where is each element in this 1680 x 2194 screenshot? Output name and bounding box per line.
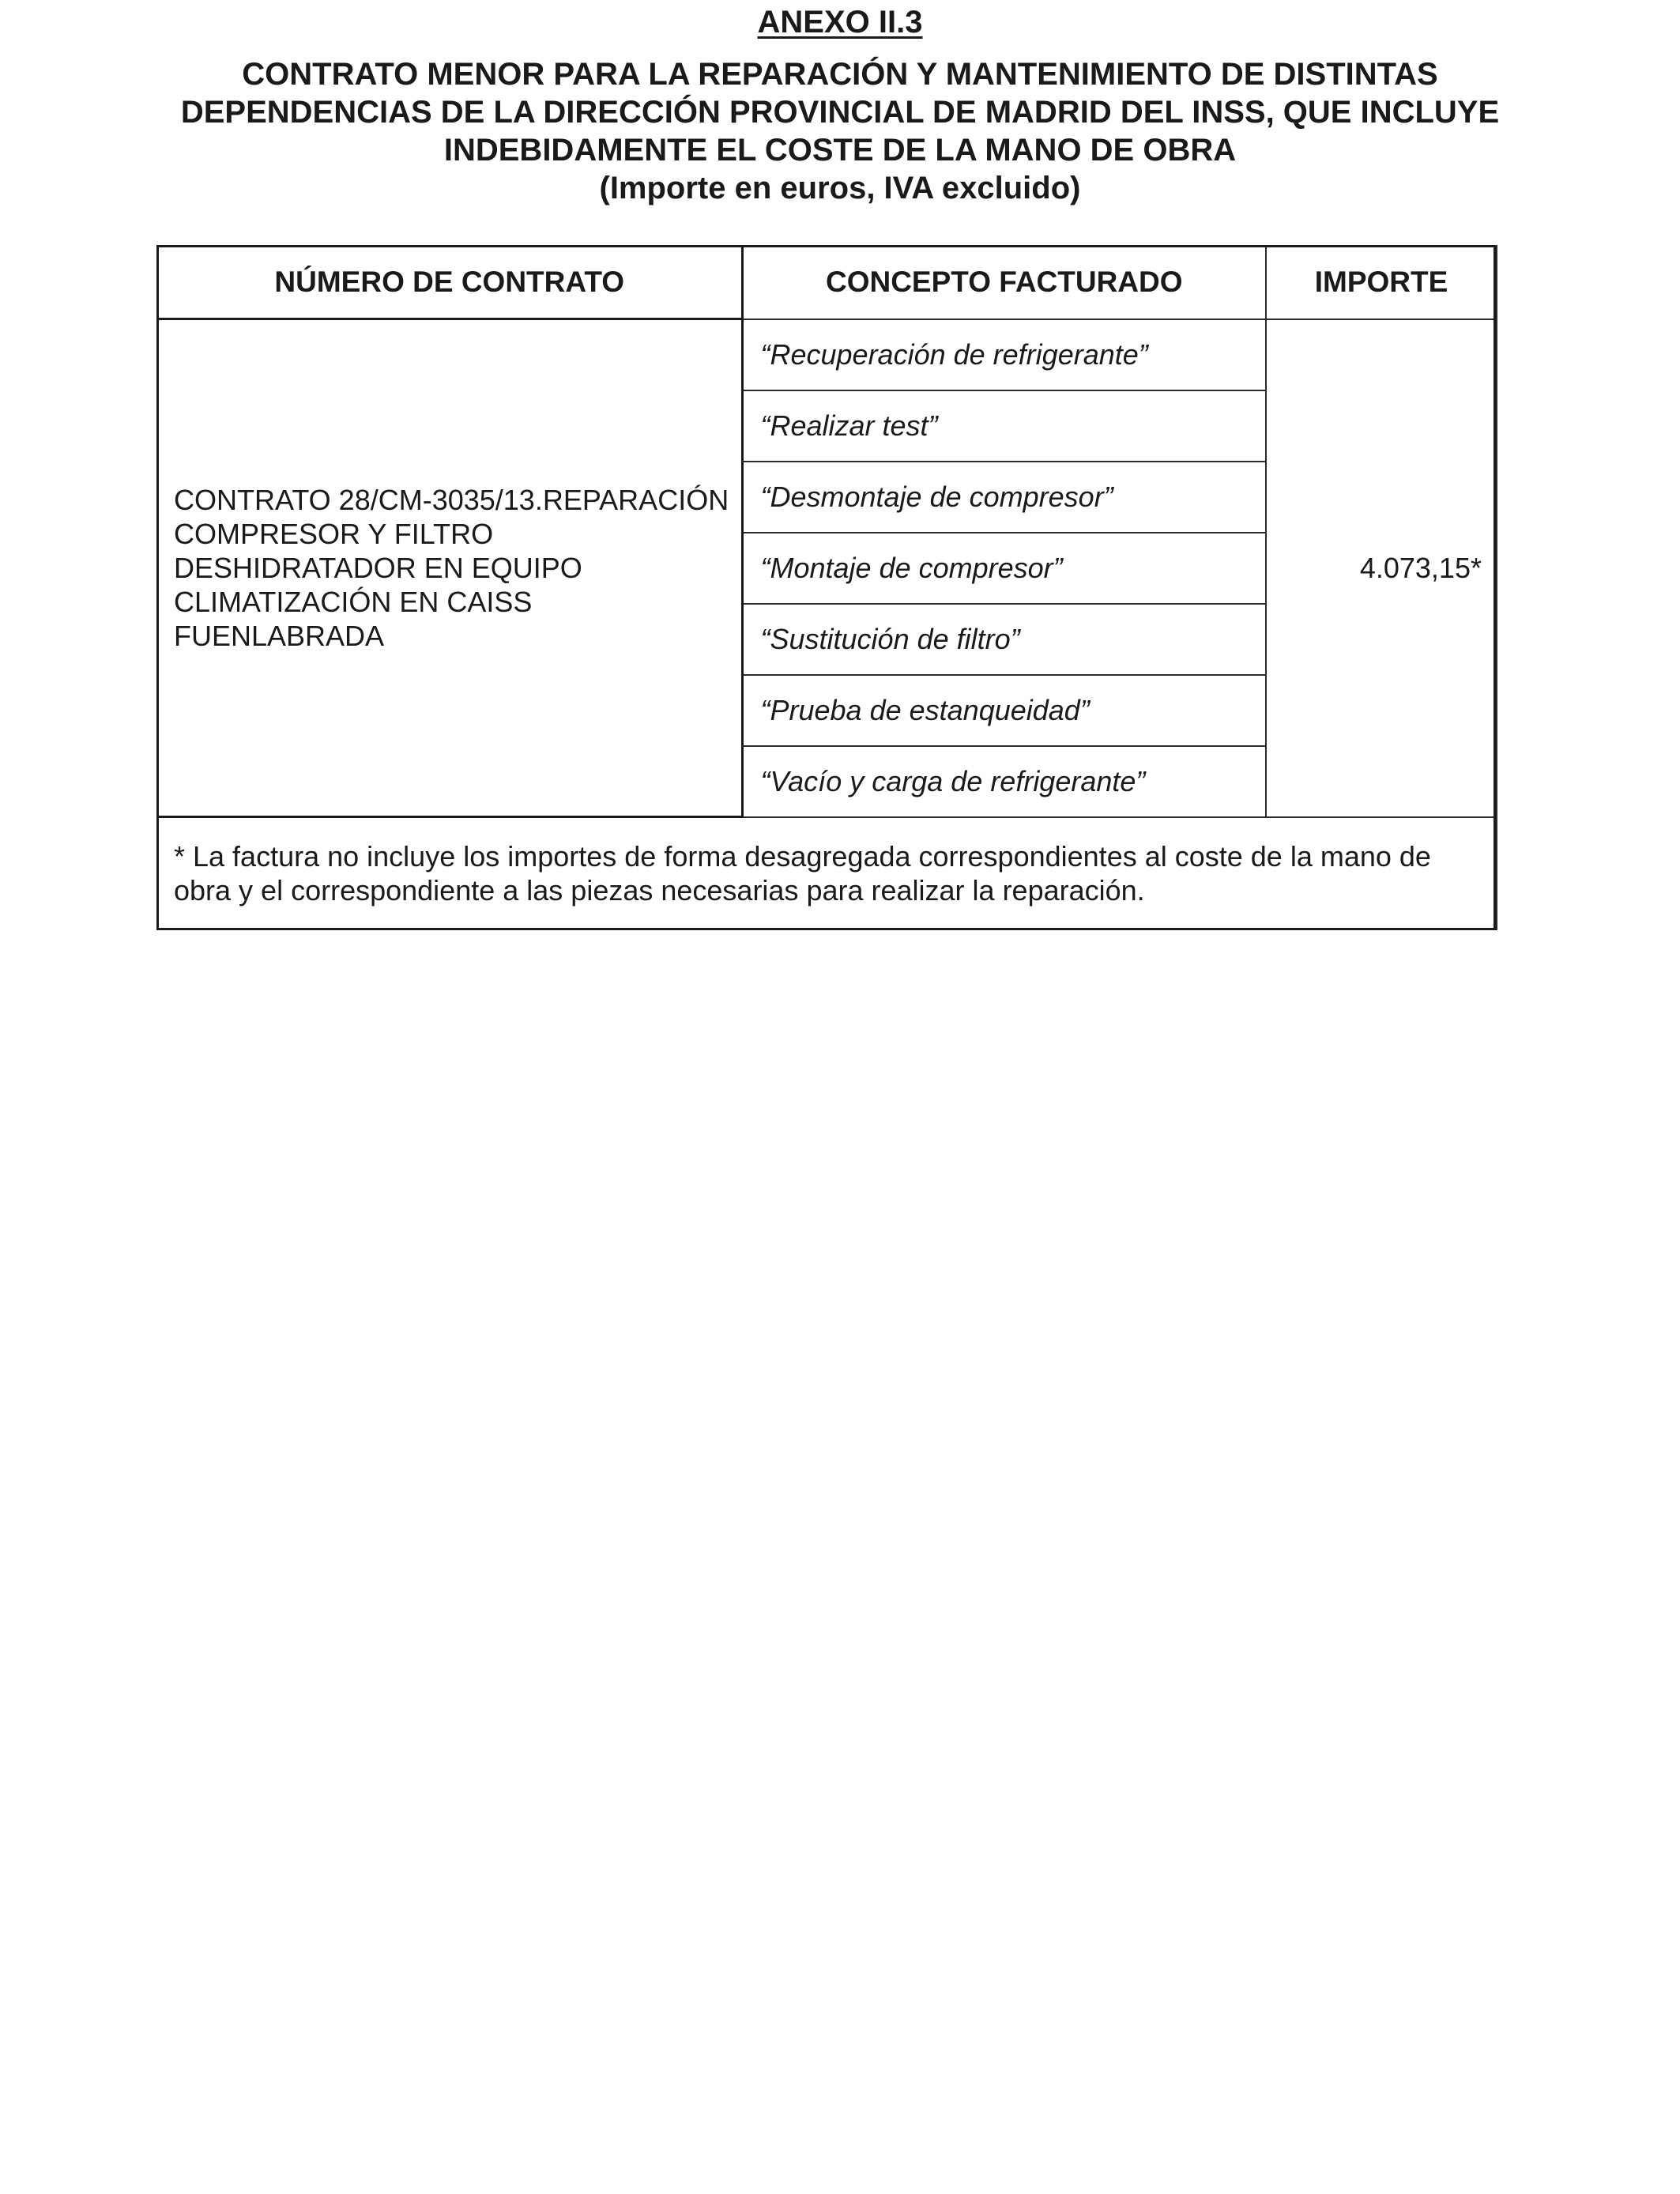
document-title — [119, 55, 1561, 207]
document-title-line: DEPENDENCIAS DE LA DIRECCIÓN PROVINCIAL DE MADRID DEL INSS, QUE INCLUYE — [180, 95, 1500, 130]
concept-item: “Sustitución de filtro” — [742, 604, 1266, 675]
amount-value: 4.073,15* — [1266, 319, 1497, 817]
concept-item: “Desmontaje de compresor” — [742, 462, 1266, 533]
concept-item: “Vacío y carga de refrigerante” — [742, 746, 1266, 817]
document-title-line: CONTRATO MENOR PARA LA REPARACIÓN Y MANTENIMIENTO DE DISTINTAS — [242, 57, 1438, 92]
document-subtitle: (Importe en euros, IVA excluido) — [599, 171, 1081, 205]
header-billed-concept: CONCEPTO FACTURADO — [742, 246, 1266, 319]
contract-table — [156, 245, 1497, 930]
header-contract-number: NÚMERO DE CONTRATO — [157, 246, 742, 319]
concept-item: “Prueba de estanqueidad” — [742, 675, 1266, 746]
contract-description: CONTRATO 28/CM-3035/13.REPARACIÓN COMPRESOR Y FILTRO DESHIDRATADOR EN EQUIPO CLIMATIZACIÓN EN CAISS FUENLABRADA — [157, 319, 742, 817]
concept-item: “Montaje de compresor” — [742, 533, 1266, 604]
table-footnote: * La factura no incluye los importes de forma desagregada correspondientes al coste de la mano de obra y el correspondiente a las piezas necesarias para realizar la reparación. — [157, 817, 1497, 930]
table-header-row — [157, 246, 1497, 319]
concept-item: “Realizar test” — [742, 390, 1266, 462]
annex-title: ANEXO II.3 — [757, 5, 923, 40]
document-title-line: INDEBIDAMENTE EL COSTE DE LA MANO DE OBRA — [443, 133, 1237, 168]
header-amount: IMPORTE — [1266, 246, 1497, 319]
footnote-row — [157, 817, 1497, 930]
concept-item: “Recuperación de refrigerante” — [742, 319, 1266, 390]
table-row — [157, 319, 1497, 390]
